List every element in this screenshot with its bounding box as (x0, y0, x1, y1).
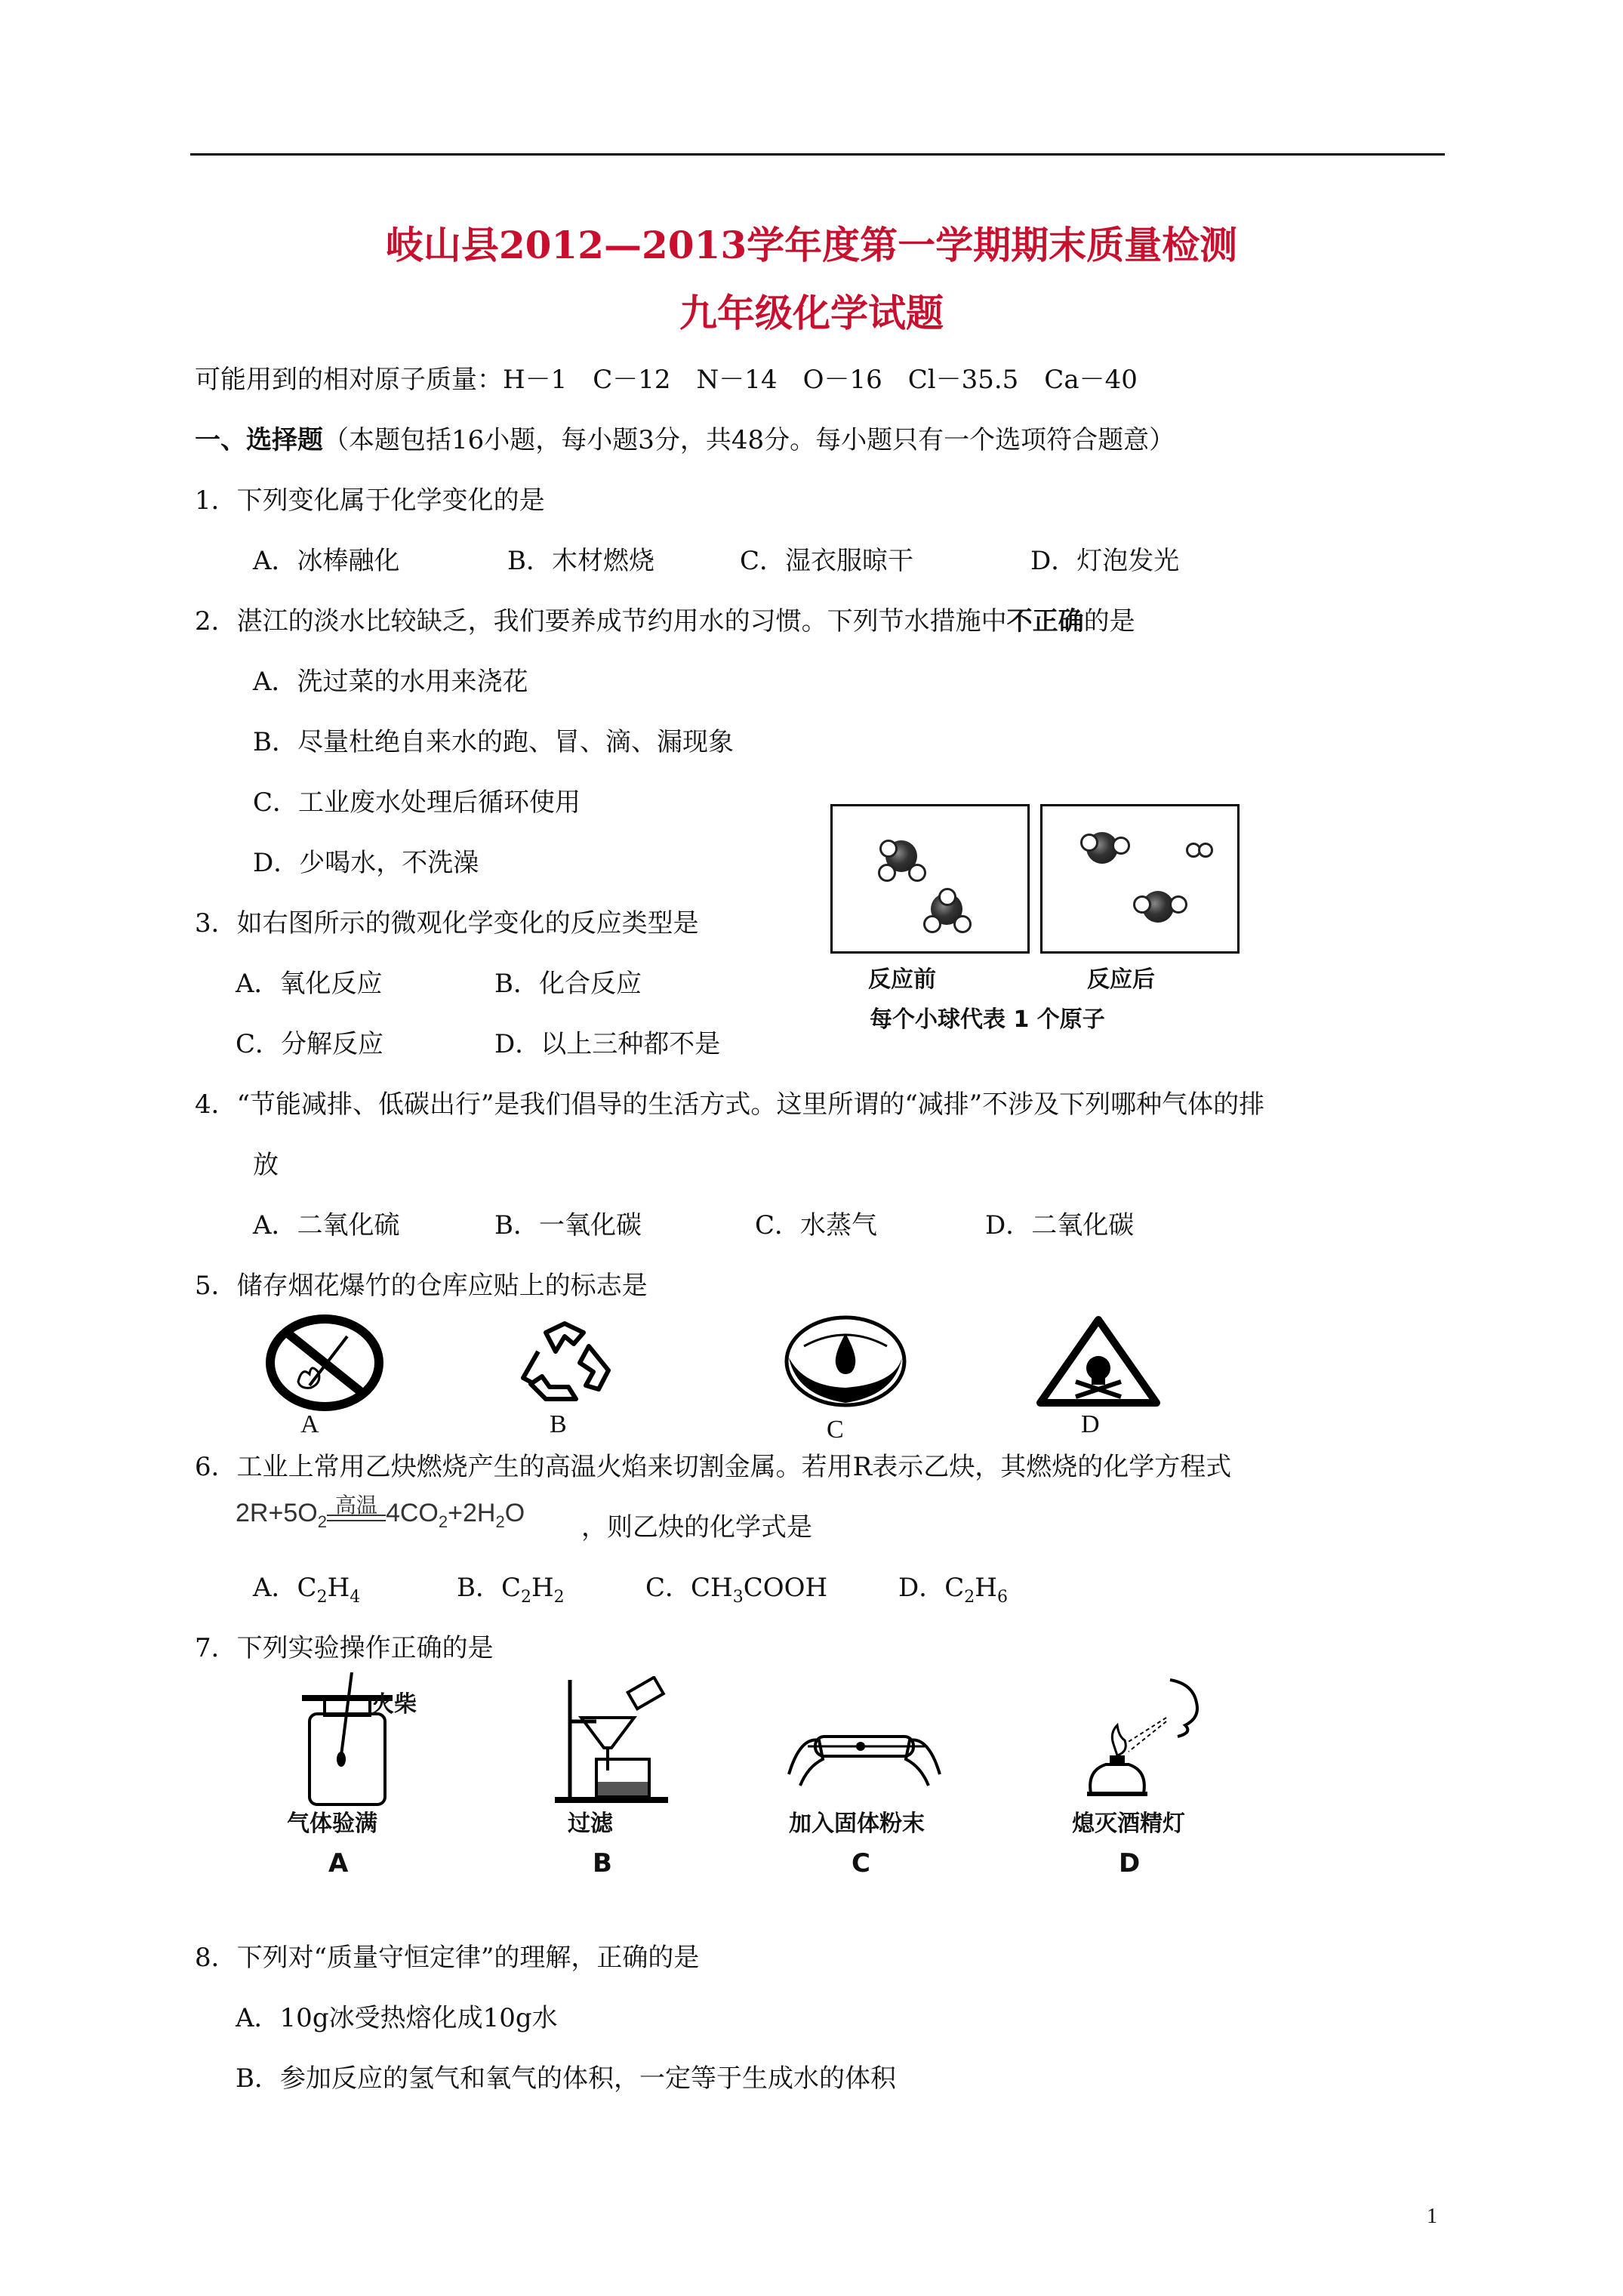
small-atom (879, 840, 898, 858)
q6-b-sub2: 2 (553, 1587, 565, 1607)
q6-stem-line1: 6．工业上常用乙炔燃烧产生的高温火焰来切割金属。若用R表示乙炔，其燃烧的化学方程式 (195, 1452, 1232, 1482)
q1-option-a: A．冰棒融化 (253, 546, 400, 576)
q4-option-c: C．水蒸气 (755, 1210, 878, 1240)
q4-stem-line1: 4．“节能减排、低碳出行”是我们倡导的生活方式。这里所谓的“减排”不涉及下列哪种气体的排 (195, 1089, 1265, 1120)
q3-option-b: B．化合反应 (494, 969, 642, 999)
q6-option-d (898, 1567, 1008, 1607)
eq-left-sub: 2 (317, 1512, 327, 1531)
q6-d-text: D．C (898, 1573, 965, 1603)
header-rule (190, 153, 1445, 156)
q7-label-d: D (1119, 1848, 1141, 1878)
q2-option-b: B．尽量杜绝自来水的跑、冒、滴、漏现象 (253, 727, 734, 757)
small-atom (1198, 843, 1213, 858)
q2-option-d: D．少喝水，不洗澡 (253, 848, 479, 878)
q8-stem: 8．下列对“质量守恒定律”的理解，正确的是 (195, 1943, 700, 1973)
q6-a-sub2: 4 (350, 1587, 361, 1607)
q5-stem: 5．储存烟花爆竹的仓库应贴上的标志是 (195, 1271, 648, 1301)
eq-arrow (327, 1493, 386, 1521)
filtration-icon (551, 1676, 672, 1804)
reaction-before-box (830, 804, 1030, 954)
q6-option-b (457, 1567, 565, 1607)
toxic-sign-icon (1034, 1314, 1163, 1408)
q2-stem-post: 的是 (1083, 606, 1135, 636)
q6-d-sub2: 6 (996, 1587, 1008, 1607)
extinguish-lamp-icon (1072, 1672, 1223, 1801)
q3-option-d: D．以上三种都不是 (494, 1029, 721, 1059)
q2-option-a: A．洗过菜的水用来浇花 (253, 667, 528, 697)
q5-label-d: D (1081, 1410, 1100, 1438)
eq-right3: O (504, 1499, 525, 1527)
q6-d-mid: H (975, 1573, 997, 1603)
eq-right2: +2H (448, 1499, 496, 1527)
q6-stem-line2: ，则乙炔的化学式是 (581, 1512, 812, 1542)
fig-before-label: 反应前 (868, 966, 936, 993)
q8-option-b: B．参加反应的氢气和氧气的体积，一定等于生成水的体积 (236, 2063, 896, 2094)
q6-b-text: B．C (457, 1573, 521, 1603)
small-atom (1133, 895, 1151, 914)
q7-caption-b: 过滤 (568, 1811, 613, 1837)
q4-option-b: B．一氧化碳 (494, 1210, 642, 1240)
q7-label-b: B (593, 1848, 612, 1878)
q7-caption-d: 熄灭酒精灯 (1072, 1811, 1185, 1837)
q6-c-sub1: 3 (732, 1587, 744, 1607)
q2-option-c: C．工业废水处理后循环使用 (253, 787, 581, 818)
small-atom (1112, 837, 1130, 855)
no-fire-sign-icon (264, 1314, 385, 1412)
reaction-after-box (1040, 804, 1240, 954)
q2-stem (195, 600, 1135, 637)
q6-a-text: A．C (253, 1573, 317, 1603)
eq-condition: 高温 (334, 1493, 377, 1517)
q6-option-c (645, 1567, 827, 1607)
q5-label-c: C (827, 1416, 844, 1444)
section-title: 一、选择题 (195, 425, 323, 455)
q6-c-mid: COOH (743, 1573, 828, 1603)
q7-caption-c: 加入固体粉末 (789, 1811, 925, 1837)
page-number: 1 (1427, 2205, 1437, 2228)
q1-option-d: D．灯泡发光 (1030, 546, 1180, 576)
q6-a-sub1: 2 (316, 1587, 328, 1607)
eq-right1-sub: 2 (438, 1512, 448, 1531)
section-desc: （本题包括16小题，每小题3分，共48分。每小题只有一个选项符合题意） (323, 425, 1175, 455)
q4-option-d: D．二氧化碳 (985, 1210, 1135, 1240)
small-atom (938, 888, 956, 906)
q6-b-mid: H (531, 1573, 554, 1603)
q6-b-sub1: 2 (521, 1587, 531, 1607)
small-atom (878, 864, 896, 882)
q7-label-c: C (852, 1848, 870, 1878)
q1-option-b: B．木材燃烧 (507, 546, 654, 576)
match-label: 火柴 (371, 1691, 417, 1718)
eq-right1: 4CO (385, 1499, 439, 1527)
eq-left: 2R+5O (236, 1499, 318, 1527)
q3-option-c: C．分解反应 (236, 1029, 384, 1059)
recycle-sign-icon (504, 1318, 625, 1408)
q1-stem: 1．下列变化属于化学变化的是 (195, 485, 545, 516)
add-powder-icon (785, 1714, 944, 1789)
q6-option-a (253, 1567, 360, 1607)
q5-label-b: B (550, 1410, 567, 1438)
fig-after-label: 反应后 (1087, 966, 1155, 993)
small-atom (923, 915, 941, 933)
eq-right2-sub: 2 (495, 1512, 505, 1531)
q5-label-a: A (300, 1410, 319, 1438)
combustion-equation (236, 1493, 525, 1532)
q7-stem: 7．下列实验操作正确的是 (195, 1633, 494, 1663)
section-heading (195, 419, 1175, 456)
q7-caption-a: 气体验满 (287, 1811, 377, 1837)
small-atom (1080, 834, 1098, 852)
q2-stem-pre: 2．湛江的淡水比较缺乏，我们要养成节约用水的习惯。下列节水措施中 (195, 606, 1007, 636)
exam-subtitle: 九年级化学试题 (679, 291, 944, 335)
fig-note: 每个小球代表 1 个原子 (870, 1006, 1105, 1033)
q4-option-a: A．二氧化硫 (253, 1210, 400, 1240)
q4-stem-line2: 放 (253, 1150, 279, 1180)
q3-stem: 3．如右图所示的微观化学变化的反应类型是 (195, 908, 699, 938)
q7-label-a: A (328, 1848, 349, 1878)
atomic-masses: 可能用到的相对原子质量：H－1 C－12 N－14 O－16 Cl－35.5 Ca－40 (195, 365, 1138, 395)
q6-c-text: C．CH (645, 1573, 733, 1603)
small-atom (1169, 895, 1187, 914)
water-drop-sign-icon (781, 1312, 910, 1410)
q6-d-sub1: 2 (964, 1587, 975, 1607)
small-atom (953, 915, 972, 933)
q6-a-mid: H (327, 1573, 350, 1603)
q3-option-a: A．氧化反应 (236, 969, 383, 999)
q2-stem-emphasis: 不正确 (1006, 606, 1084, 636)
small-atom (908, 864, 926, 882)
exam-title: 岐山县2012—2013学年度第一学期期末质量检测 (385, 223, 1238, 267)
q8-option-a: A．10g冰受热熔化成10g水 (236, 2003, 558, 2033)
q1-option-c: C．湿衣服晾干 (740, 546, 914, 576)
